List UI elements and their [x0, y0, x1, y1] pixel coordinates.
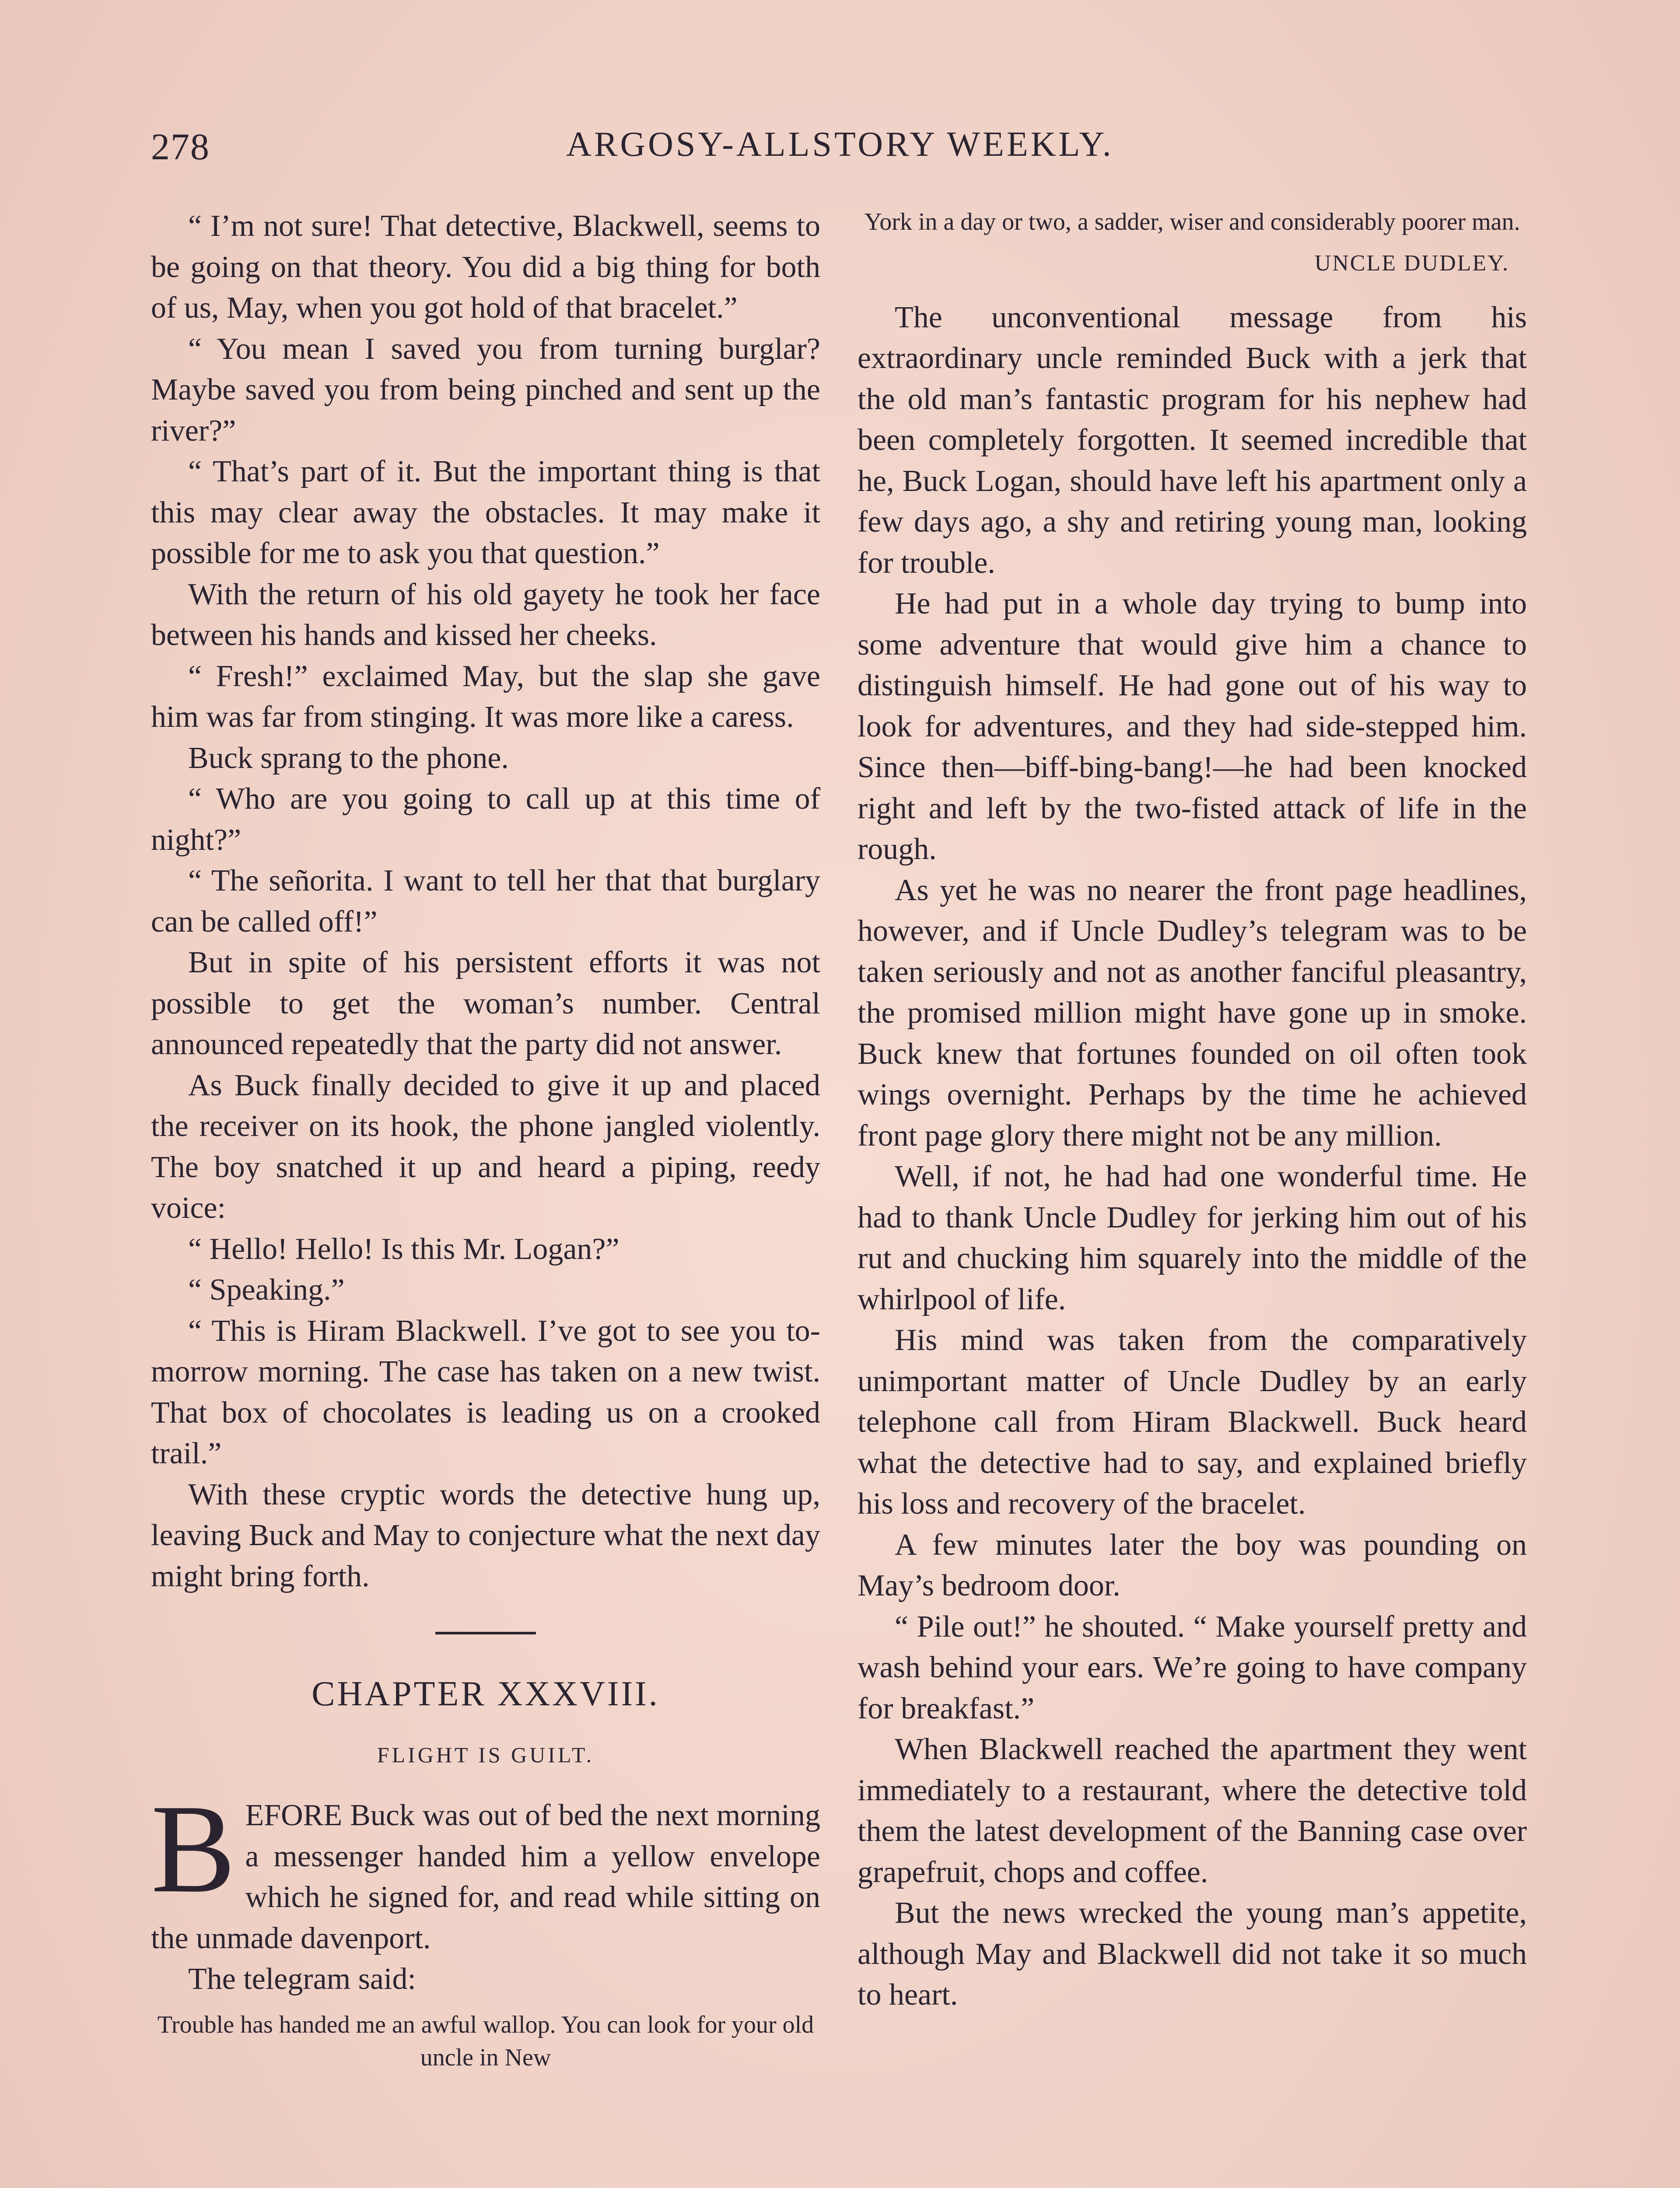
paragraph: The telegram said: — [188, 1962, 416, 1996]
paragraph: As yet he was no nearer the front page headlines, however, and if Uncle Dudley’s telegram was to be taken seriously and not as another fanciful pleasantry, the promised million might have gone up in smoke. Buck knew that fortunes founded on oil often took wings overnight. Perhaps by the time he achieved front page glory there might not be any million. — [858, 873, 1527, 1153]
paragraph: His mind was taken from the comparatively unimportant matter of Uncle Dudley by an early telephone call from Hiram Blackwell. Buck heard what the detective had to say, and explained briefly his loss and recovery of the bracelet. — [858, 1323, 1527, 1521]
paragraph: “ Fresh!” exclaimed May, but the slap she gave him was far from stinging. It was more like a caress. — [151, 659, 820, 734]
paragraph: He had put in a whole day trying to bump into some adventure that would give him a chance to distinguish himself. He had gone out of his way to look for adventures, and they had side-stepped him. Since then—biff-bing-bang!—he had been knocked right and left by the two-fisted attack of life in the rough. — [858, 587, 1527, 866]
paragraph: “ That’s part of it. But the important thing is that this may clear away the obstacles. It may make it possible for me to ask you that question.” — [151, 455, 820, 570]
running-title: ARGOSY-ALLSTORY WEEKLY. — [566, 125, 1114, 164]
right-column — [858, 206, 1527, 2016]
chapter-title: CHAPTER XXXVIII. — [312, 1675, 660, 1713]
page-number: 278 — [151, 126, 210, 168]
paragraph: “ Who are you going to call up at this time of night?” — [151, 782, 820, 857]
telegram-text: Trouble has handed me an awful wallop. You can look for your old uncle in New — [157, 2011, 814, 2071]
paragraph: With these cryptic words the detective hung up, leaving Buck and May to conjecture what the next day might bring forth. — [151, 1477, 820, 1593]
paragraph: As Buck finally decided to give it up and placed the receiver on its hook, the phone jangled violently. The boy snatched it up and heard a piping, reedy voice: — [151, 1068, 820, 1225]
paragraph: The unconventional message from his extraordinary uncle reminded Buck with a jerk that the old man’s fantastic program for his nephew had been completely forgotten. It seemed incredible that he, Buck Logan, should have left his apartment only a few days ago, a shy and retiring young man, looking for trouble. — [858, 300, 1527, 580]
paragraph: “ Pile out!” he shouted. “ Make yourself pretty and wash behind your ears. We’re going to have company for breakfast.” — [858, 1609, 1527, 1725]
paragraph: Well, if not, he had had one wonderful time. He had to thank Uncle Dudley for jerking him out of his rut and chucking him squarely into the middle of the whirlpool of life. — [858, 1160, 1527, 1316]
paragraph: “ You mean I saved you from turning burglar? Maybe saved you from being pinched and sent up the river?” — [151, 332, 820, 448]
paragraph: When Blackwell reached the apartment they went immediately to a restaurant, where the detective told them the latest development of the Banning case over grapefruit, chops and coffee. — [858, 1732, 1527, 1889]
chapter-subtitle: FLIGHT IS GUILT. — [377, 1742, 595, 1767]
left-column — [151, 206, 820, 2079]
opening-text: EFORE Buck was out of bed the next morning a messenger handed him a yellow envelope which he signed for, and read while sitting on the unmade davenport. — [151, 1799, 820, 1955]
telegram-text-continued: York in a day or two, a sadder, wiser and considerably poorer man. — [864, 208, 1520, 235]
paragraph: But the news wrecked the young man’s appetite, although May and Blackwell did not take it so much to heart. — [858, 1896, 1527, 2012]
paragraph: With the return of his old gayety he took her face between his hands and kissed her cheeks. — [151, 577, 820, 652]
paragraph: “ I’m not sure! That detective, Blackwell, seems to be going on that theory. You did a big thing for both of us, May, when you got hold of that bracelet.” — [151, 209, 820, 325]
paragraph: A few minutes later the boy was pounding on May’s bedroom door. — [858, 1528, 1527, 1602]
paragraph: “ Hello! Hello! Is this Mr. Logan?” — [188, 1232, 620, 1266]
drop-cap: B — [151, 1778, 236, 1919]
paragraph: “ The señorita. I want to tell her that that burglary can be called off!” — [151, 864, 820, 939]
chapter-opening-paragraph — [151, 1778, 820, 1959]
paragraph: “ Speaking.” — [188, 1273, 345, 1307]
telegram-signature: UNCLE DUDLEY. — [1314, 251, 1509, 276]
paragraph: But in spite of his persistent efforts it was not possible to get the woman’s number. Central announced repeatedly that the party did not answer. — [151, 946, 820, 1061]
paragraph: “ This is Hiram Blackwell. I’ve got to see you to-morrow morning. The case has taken on a new twist. That box of chocolates is leading us on a crooked trail.” — [151, 1314, 820, 1470]
paragraph: Buck sprang to the phone. — [188, 741, 509, 775]
page-header — [151, 125, 1529, 186]
section-divider — [435, 1632, 536, 1634]
